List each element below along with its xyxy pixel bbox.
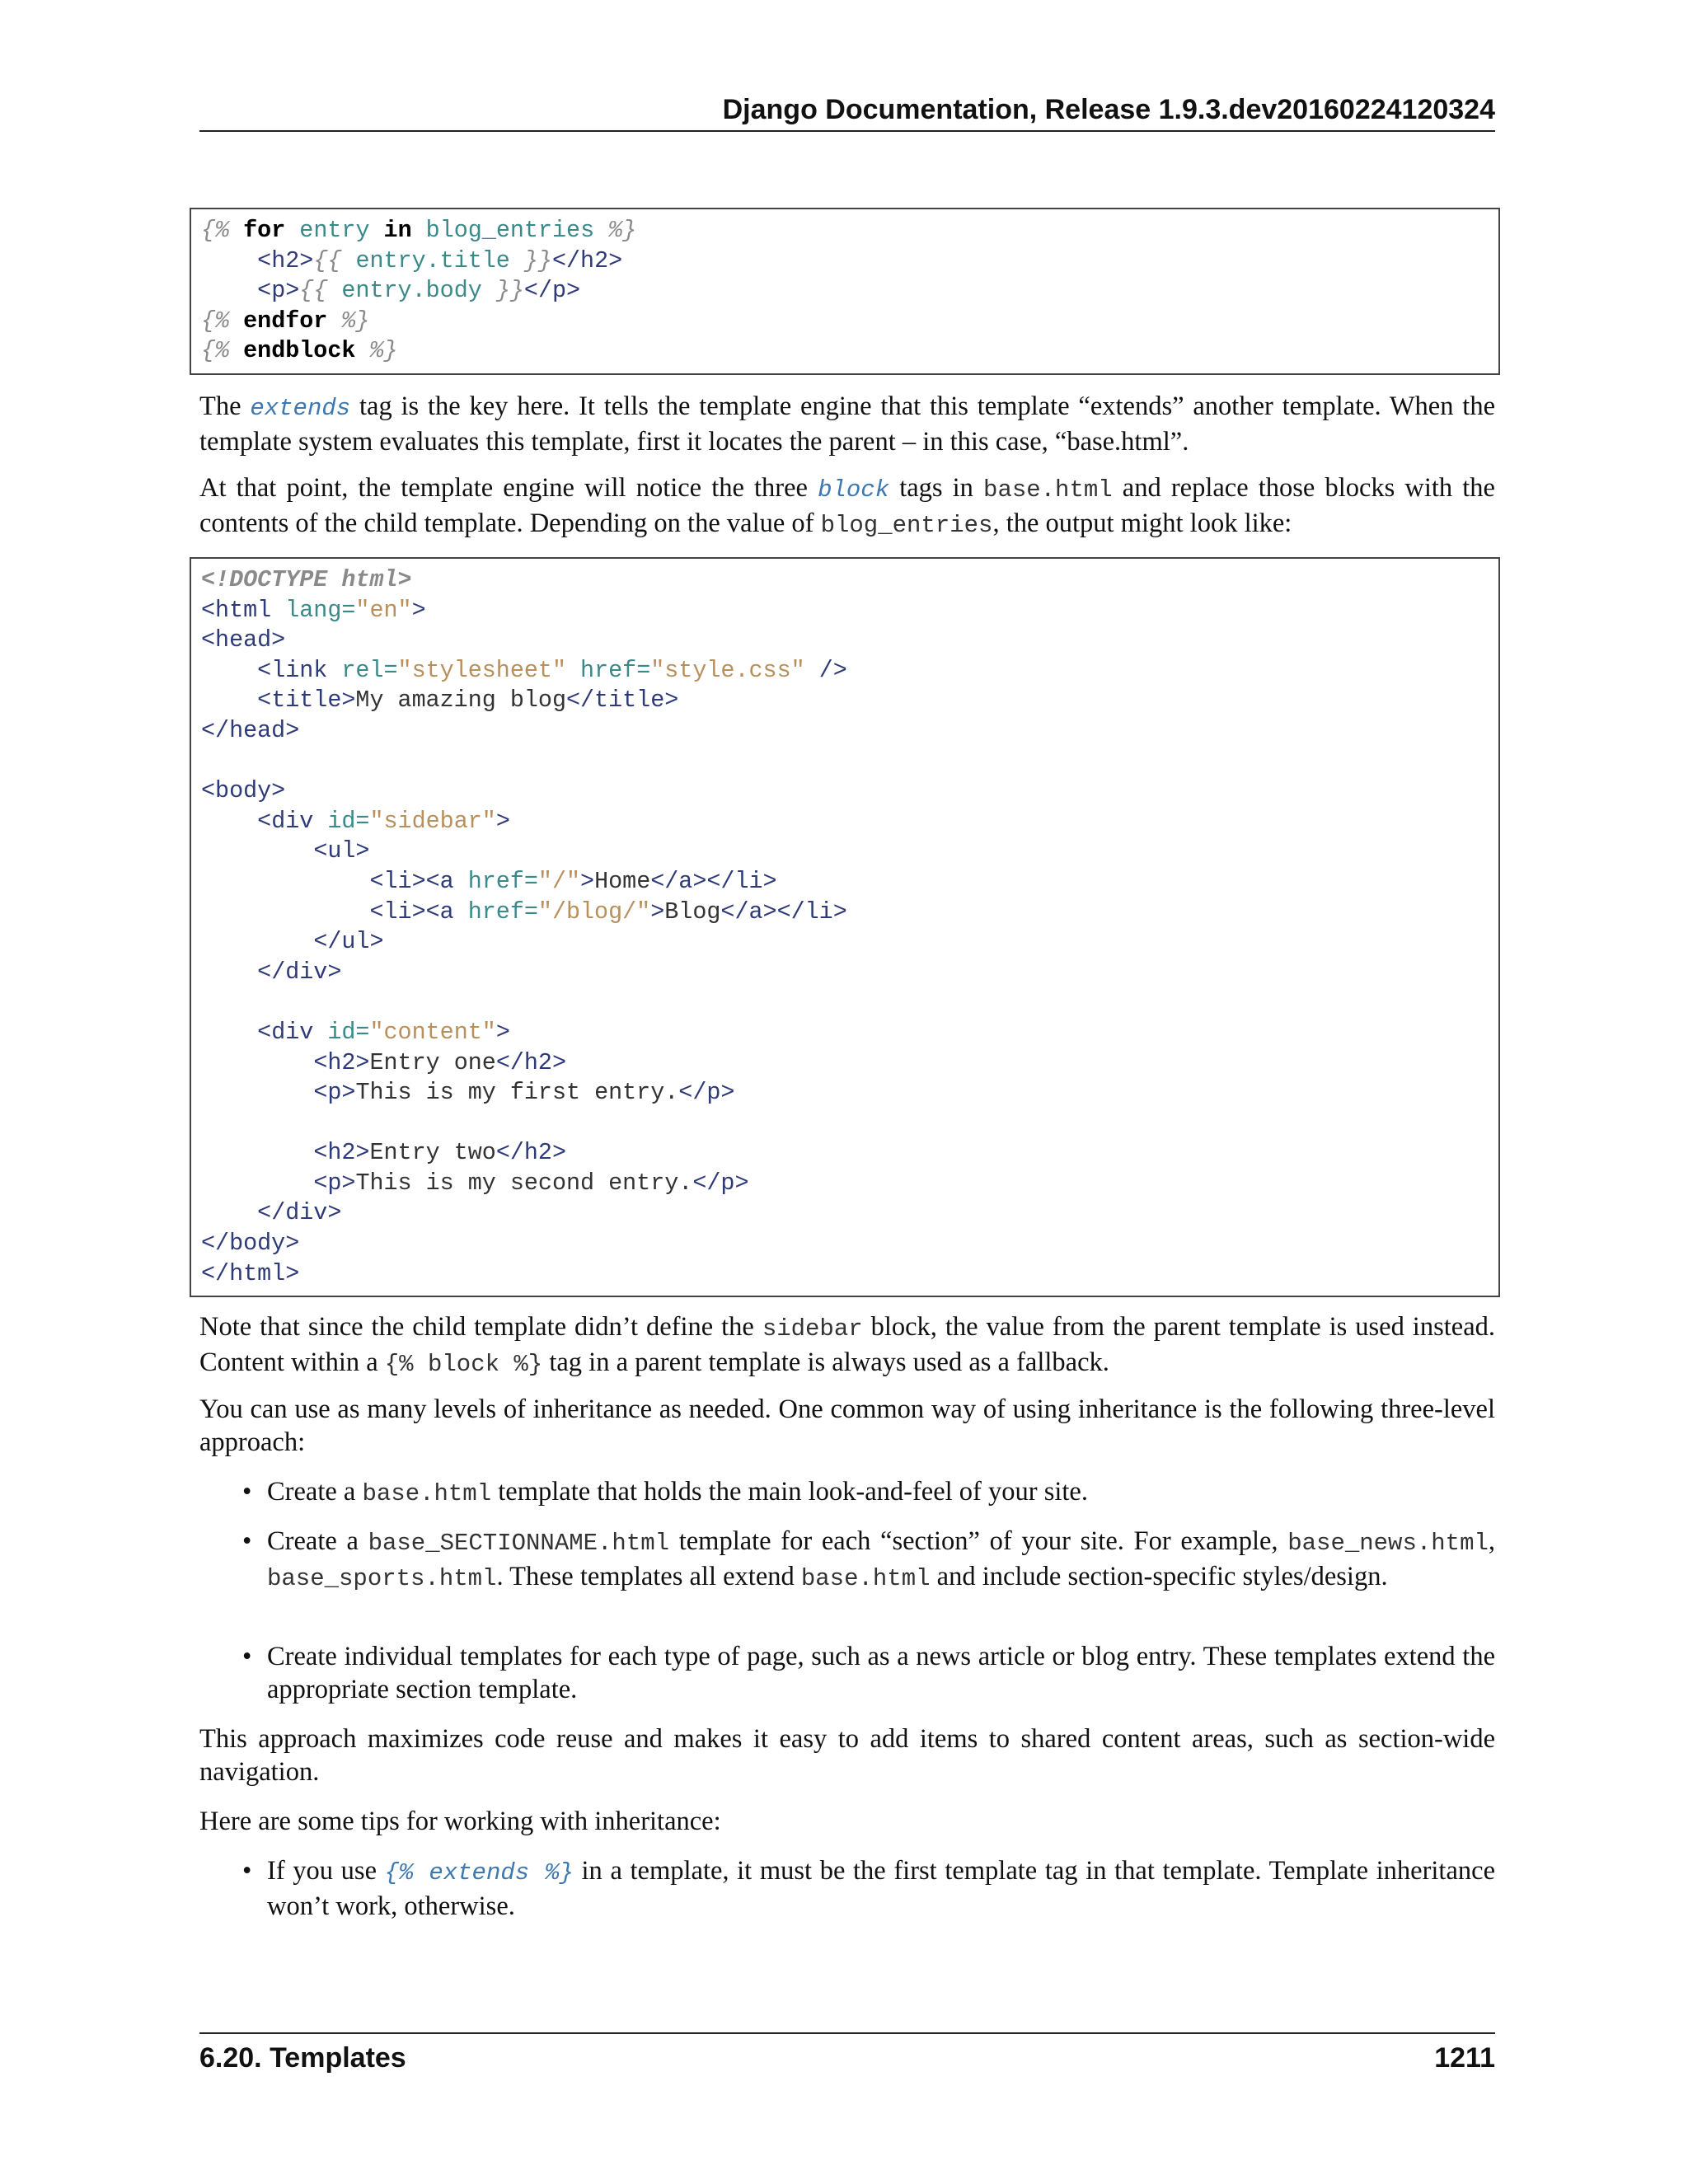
code-token-str: "/blog/" <box>537 898 651 926</box>
code-token-delim: {% <box>201 337 244 365</box>
code-token-attr: href= <box>580 656 651 684</box>
code-token-tag: </p> <box>692 1169 749 1197</box>
code-token-tag: </a></li> <box>650 867 777 895</box>
code-line <box>201 1229 1498 1259</box>
text-segment: template that holds the main look-and-feel of your site. <box>491 1477 1088 1507</box>
code-token-str: "style.css" <box>650 656 805 684</box>
footer-page-number: 1211 <box>1434 2042 1495 2074</box>
inline-code: sidebar <box>762 1315 863 1343</box>
code-token-text <box>201 928 313 955</box>
block-link[interactable]: block <box>818 476 890 504</box>
code-line <box>201 807 1498 837</box>
code-line <box>201 1138 1498 1169</box>
code-token-delim: %} <box>355 337 398 365</box>
code-line <box>201 336 1498 367</box>
code-line <box>201 837 1498 867</box>
code-token-text <box>201 247 257 274</box>
code-token-text: Blog <box>664 898 721 926</box>
text-segment: . These templates all extend <box>496 1562 801 1591</box>
code-line <box>201 656 1498 687</box>
code-token-text: Home <box>594 867 651 895</box>
code-token-tag: <link <box>257 656 342 684</box>
code-token-tag: </p> <box>523 277 581 305</box>
code-line <box>201 246 1498 277</box>
list-item-base <box>242 1475 1495 1511</box>
text-segment: The <box>199 391 251 421</box>
code-token-text <box>201 687 257 714</box>
code-token-text <box>201 808 257 835</box>
code-token-attr: href= <box>467 867 538 895</box>
code-token-kw: endblock <box>243 337 356 365</box>
code-token-str: "content" <box>369 1018 496 1046</box>
code-token-text: Entry two <box>369 1139 496 1167</box>
code-token-tag: <html <box>201 596 286 624</box>
code-token-tag: </div> <box>257 1199 342 1227</box>
text-segment: in a template, it must be the first template tag in that template. Template inheritance won’t work, otherwise. <box>267 1856 1495 1921</box>
code-line <box>201 1018 1498 1048</box>
code-token-text <box>201 1019 257 1046</box>
code-token-tag: </p> <box>678 1079 735 1107</box>
code-token-kw: in <box>383 217 412 244</box>
text-segment: , <box>1488 1526 1495 1556</box>
text-segment: , the output might look like: <box>992 509 1292 538</box>
text-segment: tag is the key here. It tells the template engine that this template “extends” another template. When the template system evaluates this template, first it locates the parent – in this case, “base.html”. <box>199 391 1495 457</box>
code-token-text <box>566 657 580 684</box>
code-token-text: My amazing blog <box>355 687 566 715</box>
code-token-kw: for <box>243 217 286 244</box>
code-token-text <box>201 277 257 304</box>
code-line <box>201 1108 1498 1139</box>
code-token-var: entry.title <box>355 246 510 274</box>
list-item-section <box>242 1525 1495 1596</box>
code-token-tag: > <box>580 867 595 895</box>
code-line <box>201 565 1498 596</box>
code-token-attr: id= <box>327 807 370 835</box>
list-item-individual: • Create individual templates for each type of page, such as a news article or blog entry. These templates extend the appropriate section template. <box>242 1640 1495 1706</box>
code-token-delim: %} <box>608 217 637 244</box>
code-token-tag: </body> <box>201 1230 300 1258</box>
code-token-kw: endfor <box>243 307 328 335</box>
code-token-attr: id= <box>327 1018 370 1046</box>
code-line <box>201 686 1498 716</box>
code-token-text <box>201 1169 313 1197</box>
code-token-tag: </a></li> <box>720 898 847 926</box>
code-token-tag: </head> <box>201 716 300 744</box>
code-line <box>201 596 1498 626</box>
code-token-text <box>201 868 369 895</box>
inline-code: base.html <box>983 476 1113 504</box>
text-segment: Create a <box>267 1526 368 1556</box>
code-token-tag: <h2> <box>313 1139 370 1167</box>
paragraph-tips-intro: Here are some tips for working with inheritance: <box>199 1807 721 1836</box>
code-token-var: blog_entries <box>425 217 595 244</box>
code-block-for-loop <box>190 208 1500 375</box>
code-token-delim: {{ <box>313 246 356 274</box>
code-token-delim: {% <box>201 307 244 335</box>
code-token-tag: <head> <box>201 626 286 654</box>
code-token-delim: %} <box>327 307 370 335</box>
inline-code: base_news.html <box>1287 1530 1489 1557</box>
code-token-tag: <ul> <box>313 837 370 865</box>
code-token-tag: <title> <box>257 687 356 715</box>
code-token-text <box>201 657 257 684</box>
code-token-delim: }} <box>509 246 552 274</box>
code-token-attr: rel= <box>341 656 398 684</box>
paragraph-reuse: This approach maximizes code reuse and makes it easy to add items to shared content areas, such as section-wide navigation. <box>199 1724 1495 1787</box>
code-token-tag: </html> <box>201 1259 300 1287</box>
code-token-text <box>369 217 383 244</box>
code-line <box>201 1198 1498 1229</box>
inline-code: base.html <box>362 1480 492 1507</box>
code-token-text <box>201 898 369 926</box>
code-token-tag: /> <box>804 656 847 684</box>
code-token-tag: </h2> <box>551 246 623 274</box>
code-line <box>201 898 1498 928</box>
text-segment: and replace those blocks with the contents of the child template. Depending on the value of <box>199 473 1495 538</box>
code-block-output-html <box>190 557 1500 1297</box>
code-token-text <box>201 837 313 865</box>
code-line <box>201 958 1498 988</box>
code-line <box>201 747 1498 777</box>
code-token-tag: </h2> <box>495 1048 566 1076</box>
text-segment: block, the value from the parent template is used instead. Content within a <box>199 1312 1495 1377</box>
code-token-tag: <div <box>257 807 328 835</box>
code-token-str: "/" <box>537 867 581 895</box>
footer-section-title: 6.20. Templates <box>199 2042 406 2074</box>
code-line <box>201 867 1498 898</box>
code-line <box>201 1169 1498 1199</box>
code-token-text <box>201 1139 313 1166</box>
code-token-delim: {% <box>201 217 244 244</box>
inline-code: base.html <box>800 1565 931 1592</box>
paragraph-block-tags <box>199 471 1495 542</box>
code-token-tag: <li><a <box>369 867 468 895</box>
code-token-var: entry <box>299 217 370 244</box>
code-line <box>201 776 1498 807</box>
code-token-text <box>201 1049 313 1076</box>
code-token-text <box>412 217 426 244</box>
code-line <box>201 307 1498 337</box>
code-token-str: "stylesheet" <box>397 656 566 684</box>
code-token-tag: </title> <box>565 687 679 715</box>
code-token-delim: }} <box>481 277 524 305</box>
code-token-tag: </div> <box>257 958 342 986</box>
footer-rule <box>199 2032 1495 2034</box>
paragraph-levels: You can use as many levels of inheritance as needed. One common way of using inheritance is the following three-level approach: <box>199 1394 1495 1457</box>
code-token-tag: </ul> <box>313 928 384 956</box>
code-token-text: Entry one <box>369 1048 496 1076</box>
code-line <box>201 927 1498 958</box>
code-token-tag: > <box>495 807 510 835</box>
code-token-text <box>201 1079 313 1106</box>
running-header: Django Documentation, Release 1.9.3.dev20160224120324 <box>722 94 1495 125</box>
inline-code: base_sports.html <box>267 1565 497 1592</box>
code-token-tag: <h2> <box>313 1048 370 1076</box>
text-segment: tags in <box>889 473 984 503</box>
code-token-text <box>285 217 299 244</box>
code-line <box>201 216 1498 246</box>
code-token-tag: <h2> <box>257 246 314 274</box>
code-token-doctype: <!DOCTYPE html> <box>201 566 412 593</box>
extends-link[interactable]: extends <box>250 395 351 422</box>
code-line <box>201 716 1498 747</box>
code-token-attr: lang= <box>285 596 356 624</box>
code-token-str: "sidebar" <box>369 807 496 835</box>
code-token-text <box>201 958 257 986</box>
code-token-attr: href= <box>467 898 538 926</box>
code-token-tag: > <box>411 596 426 624</box>
code-token-text: This is my second entry. <box>355 1169 693 1197</box>
code-token-delim: {{ <box>299 277 342 305</box>
list-item-tip-extends <box>242 1854 1495 1923</box>
text-segment: Note that since the child template didn’t define the <box>199 1312 762 1342</box>
code-line <box>201 1078 1498 1108</box>
text-segment: tag in a parent template is always used as a fallback. <box>542 1347 1109 1377</box>
code-token-text: This is my first entry. <box>355 1079 679 1107</box>
paragraph-extends <box>199 390 1495 458</box>
code-token-str: "en" <box>355 596 412 624</box>
code-line <box>201 987 1498 1018</box>
code-line <box>201 1259 1498 1290</box>
code-token-tag: <li><a <box>369 898 468 926</box>
code-token-tag: > <box>495 1018 510 1046</box>
text-segment: Create a <box>267 1477 363 1507</box>
code-token-text <box>201 1199 257 1226</box>
code-token-tag: <p> <box>313 1169 356 1197</box>
code-token-tag: <p> <box>313 1079 356 1107</box>
code-token-tag: <body> <box>201 777 286 805</box>
text-segment: template for each “section” of your site. For example, <box>669 1526 1288 1556</box>
code-token-var: entry.body <box>341 277 482 305</box>
paragraph-sidebar-note <box>199 1310 1495 1381</box>
code-token-tag: > <box>650 898 665 926</box>
extends-tag-link[interactable]: {% extends %} <box>384 1859 574 1886</box>
code-token-text <box>594 217 608 244</box>
header-rule <box>199 130 1495 132</box>
inline-code: blog_entries <box>820 512 993 539</box>
code-line <box>201 1048 1498 1079</box>
code-token-tag: </h2> <box>495 1139 566 1167</box>
code-token-tag: <p> <box>257 277 300 305</box>
code-token-tag: <div <box>257 1018 328 1046</box>
text-segment: and include section-specific styles/design. <box>930 1562 1388 1591</box>
text-segment: If you use <box>267 1856 385 1886</box>
code-line <box>201 276 1498 307</box>
text-segment: At that point, the template engine will notice the three <box>199 473 818 503</box>
inline-code: {% block %} <box>384 1351 543 1378</box>
code-line <box>201 626 1498 656</box>
inline-code: base_SECTIONNAME.html <box>368 1530 670 1557</box>
